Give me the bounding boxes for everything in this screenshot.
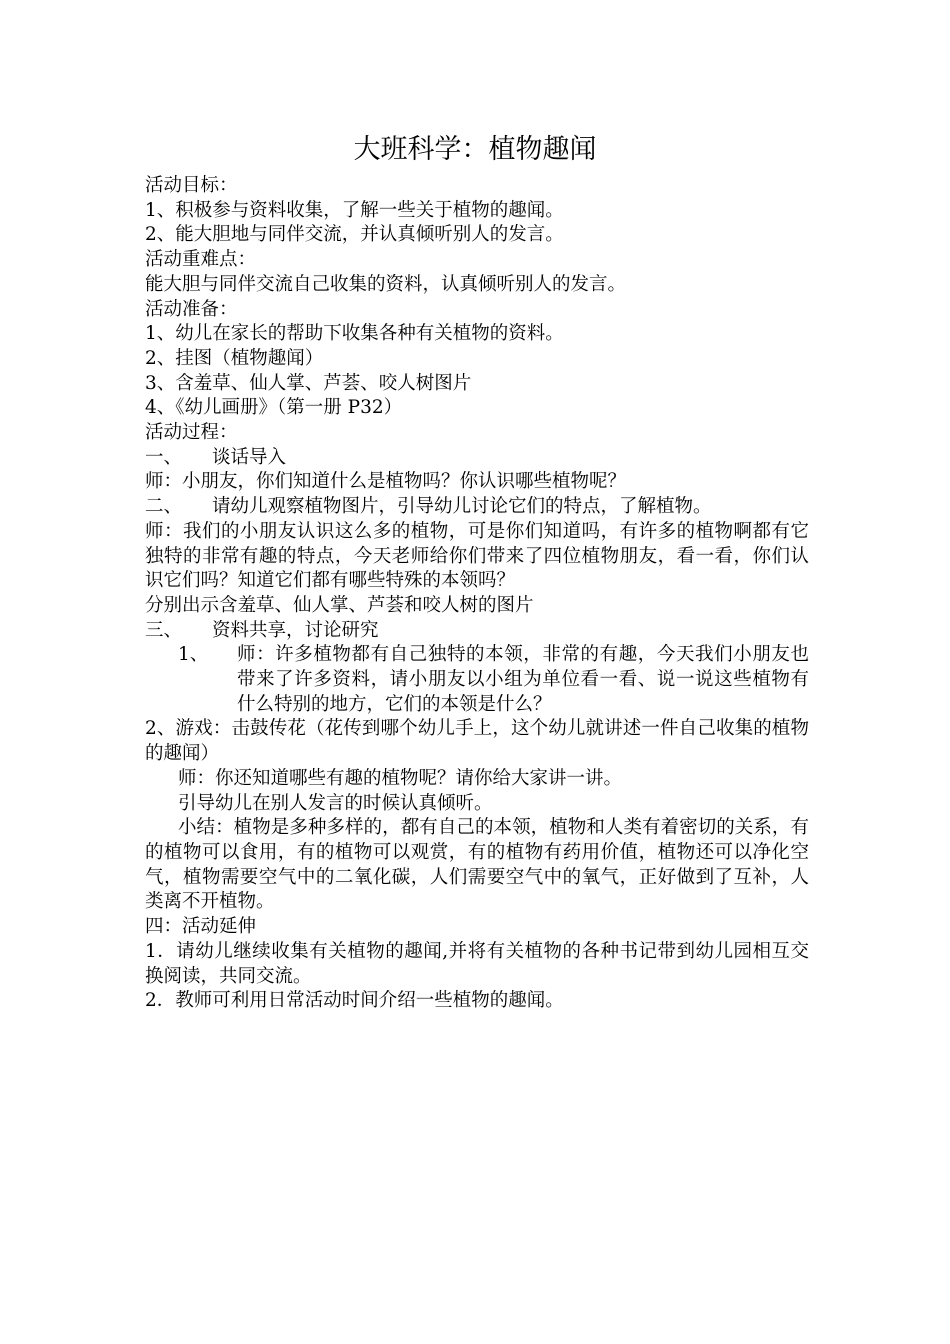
step-3-teacher-line: 师：你还知道哪些有趣的植物呢？请你给大家讲一讲。 xyxy=(178,767,623,789)
step-4-heading: 四：活动延伸 xyxy=(145,916,257,938)
step-3-summary-paragraph: 小结：植物是多种多样的，都有自己的本领，植物和人类有着密切的关系，有的植物可以食用，有的植物可以观赏，有的植物有药用价值，植物还可以净化空气，植物需要空气中的二氧化碳，人们需要空气中的氧气，正好做到了互补，人类离不开植物。 xyxy=(145,817,809,913)
goal-item-2: 2、能大胆地与同伴交流，并认真倾听别人的发言。 xyxy=(145,224,564,246)
step-2-number: 二、 xyxy=(145,496,183,518)
step-3-sub-item-1-number: 1、 xyxy=(178,644,209,666)
step-1-number: 一、 xyxy=(145,446,183,468)
step-2 xyxy=(145,495,809,520)
step-3-sub-item-1-text: 师：许多植物都有自己独特的本领，非常的有趣，今天我们小朋友也带来了许多资料，请小朋友以小组为单位看一看、说一说这些植物有什么特别的地方，它们的本领是什么？ xyxy=(237,644,809,715)
step-2-teacher-paragraph: 师：我们的小朋友认识这么多的植物，可是你们知道吗，有许多的植物啊都有它独特的非常有趣的特点，今天老师给你们带来了四位植物朋友，看一看，你们认识它们吗？知道它们都有哪些特殊的本领吗？ xyxy=(145,520,809,592)
extension-item-1: 1．请幼儿继续收集有关植物的趣闻,并将有关植物的各种书记带到幼儿园相互交换阅读，共同交流。 xyxy=(145,940,809,987)
step-3-text: 资料共享，讨论研究 xyxy=(212,619,379,641)
document-body xyxy=(145,174,809,1014)
step-3-number: 三、 xyxy=(145,619,183,641)
step-2-text: 请幼儿观察植物图片，引导幼儿讨论它们的特点，了解植物。 xyxy=(212,496,712,518)
step-1-teacher-line: 师：小朋友，你们知道什么是植物吗？你认识哪些植物呢？ xyxy=(145,471,627,493)
extension-item-2: 2．教师可利用日常活动时间介绍一些植物的趣闻。 xyxy=(145,990,564,1012)
document-title: 大班科学：植物趣闻 xyxy=(353,134,597,165)
preparation-item-1: 1、幼儿在家长的帮助下收集各种有关植物的资料。 xyxy=(145,323,564,345)
preparation-item-4: 4、《幼儿画册》（第一册 P32） xyxy=(145,397,403,419)
preparation-item-2: 2、挂图（植物趣闻） xyxy=(145,347,324,369)
preparation-item-3: 3、含羞草、仙人掌、芦荟、咬人树图片 xyxy=(145,372,472,394)
preparation-heading: 活动准备： xyxy=(145,298,238,320)
step-3-sub-item-1 xyxy=(145,643,809,717)
key-points-heading: 活动重难点： xyxy=(145,249,257,271)
goals-heading: 活动目标： xyxy=(145,175,238,196)
step-2-show-line: 分别出示含羞草、仙人掌、芦荟和咬人树的图片 xyxy=(145,594,534,616)
step-3-guide-line: 引导幼儿在别人发言的时候认真倾听。 xyxy=(178,792,493,814)
step-1 xyxy=(145,446,809,471)
step-1-text: 谈话导入 xyxy=(212,446,287,468)
key-points-text: 能大胆与同伴交流自己收集的资料，认真倾听别人的发言。 xyxy=(145,273,627,295)
goal-item-1: 1、积极参与资料收集，了解一些关于植物的趣闻。 xyxy=(145,199,564,221)
step-3-sub-item-2: 2、游戏：击鼓传花（花传到哪个幼儿手上，这个幼儿就讲述一件自己收集的植物的趣闻） xyxy=(145,718,809,765)
step-3 xyxy=(145,619,809,644)
process-heading: 活动过程： xyxy=(145,422,238,444)
